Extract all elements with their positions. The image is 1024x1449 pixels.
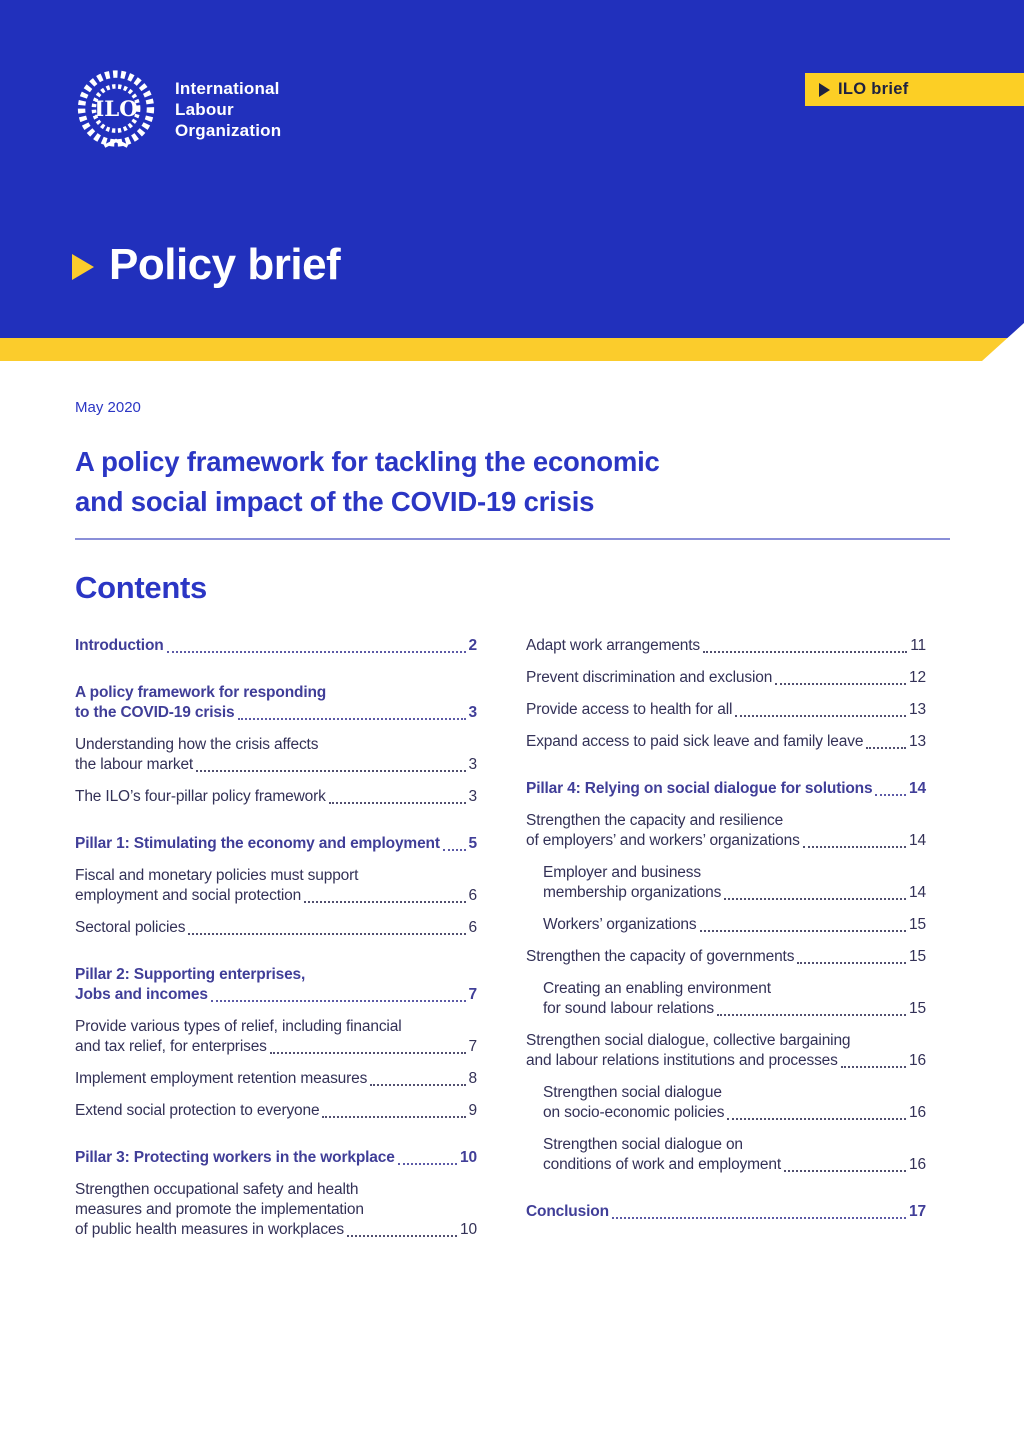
toc-page-number: 3 — [468, 788, 477, 805]
toc-page-number: 5 — [468, 835, 477, 852]
toc-entry-text: Pillar 4: Relying on social dialogue for solutions — [526, 780, 873, 797]
toc-page-number: 15 — [909, 916, 926, 933]
toc-page-number: 7 — [468, 986, 477, 1003]
page-content — [0, 399, 1024, 1252]
toc-entry-text: Pillar 3: Protecting workers in the workplace — [75, 1149, 395, 1166]
toc-entry[interactable] — [75, 787, 477, 807]
toc-entry-text: Creating an enabling environment — [543, 980, 771, 997]
document-title — [75, 442, 950, 522]
toc-leader — [304, 901, 465, 903]
toc-entry[interactable] — [75, 918, 477, 938]
toc-entry[interactable] — [526, 979, 926, 1019]
toc-entry[interactable] — [75, 1101, 477, 1121]
toc-entry[interactable] — [75, 866, 477, 906]
toc-leader — [784, 1170, 906, 1172]
toc-entry-text: of public health measures in workplaces — [75, 1221, 344, 1238]
toc-leader — [347, 1235, 457, 1237]
policy-brief-banner — [72, 240, 340, 290]
toc-page-number: 10 — [460, 1221, 477, 1238]
toc-entry-text: the labour market — [75, 756, 194, 773]
toc-leader — [196, 770, 465, 772]
toc-page-number: 3 — [468, 704, 477, 721]
toc-entry-text: of employers’ and workers’ organizations — [526, 832, 800, 849]
toc-leader — [322, 1116, 465, 1118]
title-divider — [75, 538, 950, 540]
toc-entry-text: Pillar 1: Stimulating the economy and employment — [75, 835, 440, 852]
toc-entry[interactable] — [526, 915, 926, 935]
toc-page-number: 14 — [909, 832, 926, 849]
contents-heading: Contents — [75, 570, 207, 605]
toc-entry[interactable] — [75, 965, 477, 1005]
toc-page-number: 16 — [909, 1052, 926, 1069]
toc-leader — [724, 898, 906, 900]
toc-page-number: 14 — [909, 884, 926, 901]
toc-entry[interactable] — [526, 811, 926, 851]
toc-entry[interactable] — [75, 683, 477, 723]
toc-page-number: 3 — [468, 756, 477, 773]
toc-leader — [775, 683, 906, 685]
header-banner — [0, 0, 1024, 361]
play-arrow-icon — [72, 254, 94, 280]
date-label: May 2020 — [75, 399, 141, 416]
ilo-emblem-icon — [75, 70, 157, 152]
toc-entry-text: Provide access to health for all — [526, 701, 733, 718]
toc-leader — [797, 962, 906, 964]
toc-leader — [717, 1014, 906, 1016]
toc-leader — [188, 933, 465, 935]
toc-leader — [211, 1000, 466, 1002]
toc-entry-text: Workers’ organizations — [543, 916, 697, 933]
toc-entry-text: The ILO’s four-pillar policy framework — [75, 788, 326, 805]
toc-leader — [167, 651, 466, 653]
toc-entry[interactable] — [75, 1180, 477, 1240]
toc-leader — [727, 1118, 906, 1120]
toc-page-number: 7 — [468, 1038, 477, 1055]
document-title-line: and social impact of the COVID-19 crisis — [75, 486, 595, 517]
toc-leader — [443, 849, 466, 851]
toc-column-left — [75, 636, 477, 1252]
toc-entry-text: and tax relief, for enterprises — [75, 1038, 267, 1055]
toc-entry-text: Adapt work arrangements — [526, 637, 701, 654]
toc-entry-text: A policy framework for responding — [75, 684, 327, 701]
toc-entry[interactable] — [526, 732, 926, 752]
toc-page-number: 2 — [468, 637, 477, 654]
toc-page-number: 14 — [909, 780, 926, 797]
toc-page-number: 13 — [909, 701, 926, 718]
toc-entry-text: Employer and business — [543, 864, 701, 881]
toc-entry[interactable] — [526, 779, 926, 799]
toc-entry-text: Strengthen social dialogue, collective bargaining — [526, 1032, 851, 1049]
toc-entry[interactable] — [526, 1031, 926, 1071]
toc-entry-text: Strengthen the capacity of governments — [526, 948, 795, 965]
ilo-brief-badge — [805, 73, 1024, 106]
toc-page-number: 16 — [909, 1156, 926, 1173]
document-title-line: A policy framework for tackling the economic — [75, 446, 660, 477]
toc-entry-text: Expand access to paid sick leave and family leave — [526, 733, 864, 750]
toc-leader — [700, 930, 907, 932]
toc-entry-text: to the COVID-19 crisis — [75, 704, 235, 721]
toc-entry-text: and labour relations institutions and processes — [526, 1052, 838, 1069]
toc-page-number: 13 — [909, 733, 926, 750]
toc-leader — [238, 718, 466, 720]
table-of-contents — [75, 636, 950, 1252]
banner-title-text: Policy brief — [109, 240, 341, 289]
toc-leader — [270, 1052, 466, 1054]
toc-entry[interactable] — [526, 668, 926, 688]
toc-entry-text: Fiscal and monetary policies must support — [75, 867, 359, 884]
toc-entry-text: measures and promote the implementation — [75, 1201, 364, 1218]
toc-entry-text: Provide various types of relief, including financial — [75, 1018, 402, 1035]
badge-label: ILO brief — [838, 80, 909, 98]
toc-entry[interactable] — [526, 636, 926, 656]
toc-leader — [703, 651, 907, 653]
toc-entry[interactable] — [75, 1017, 477, 1057]
toc-entry[interactable] — [526, 700, 926, 720]
toc-entry-text: employment and social protection — [75, 887, 302, 904]
toc-page-number: 8 — [468, 1070, 477, 1087]
toc-leader — [841, 1066, 906, 1068]
toc-leader — [735, 715, 906, 717]
toc-page-number: 15 — [909, 948, 926, 965]
toc-entry[interactable] — [75, 1148, 477, 1168]
toc-page-number: 15 — [909, 1000, 926, 1017]
toc-entry-text: Strengthen occupational safety and health — [75, 1181, 359, 1198]
svg-text:ILO: ILO — [94, 96, 138, 122]
toc-leader — [803, 846, 906, 848]
toc-entry[interactable] — [75, 636, 477, 656]
ilo-logo — [75, 70, 281, 152]
toc-page-number: 6 — [468, 887, 477, 904]
toc-entry[interactable] — [75, 834, 477, 854]
toc-entry[interactable] — [526, 863, 926, 903]
toc-entry-text: membership organizations — [543, 884, 722, 901]
toc-entry-text: on socio-economic policies — [543, 1104, 725, 1121]
toc-page-number: 17 — [909, 1203, 926, 1220]
toc-entry-text: Jobs and incomes — [75, 986, 208, 1003]
toc-page-number: 16 — [909, 1104, 926, 1121]
logo-wordmark: International Labour Organization — [175, 79, 282, 140]
toc-entry-text: conditions of work and employment — [543, 1156, 782, 1173]
toc-leader — [370, 1084, 465, 1086]
toc-entry[interactable] — [75, 1069, 477, 1089]
toc-entry-text: for sound labour relations — [543, 1000, 715, 1017]
toc-entry-text: Implement employment retention measures — [75, 1070, 368, 1087]
toc-entry-text: Strengthen social dialogue — [543, 1084, 722, 1101]
toc-entry[interactable] — [526, 947, 926, 967]
toc-entry[interactable] — [526, 1135, 926, 1175]
play-arrow-icon — [819, 83, 830, 97]
toc-entry-text: Introduction — [75, 637, 164, 654]
toc-entry-text: Prevent discrimination and exclusion — [526, 669, 773, 686]
toc-entry-text: Understanding how the crisis affects — [75, 736, 319, 753]
toc-entry[interactable] — [526, 1083, 926, 1123]
toc-page-number: 6 — [468, 919, 477, 936]
toc-page-number: 9 — [468, 1102, 477, 1119]
toc-column-right — [526, 636, 926, 1252]
toc-entry-text: Strengthen the capacity and resilience — [526, 812, 784, 829]
toc-entry-text: Sectoral policies — [75, 919, 186, 936]
toc-leader — [398, 1163, 457, 1165]
toc-entry[interactable] — [526, 1202, 926, 1222]
toc-leader — [866, 747, 906, 749]
toc-entry-text: Extend social protection to everyone — [75, 1102, 320, 1119]
toc-entry[interactable] — [75, 735, 477, 775]
toc-leader — [329, 802, 466, 804]
yellow-stripe — [0, 338, 1024, 361]
toc-page-number: 11 — [910, 637, 926, 654]
toc-leader — [875, 794, 906, 796]
toc-page-number: 12 — [909, 669, 926, 686]
toc-entry-text: Pillar 2: Supporting enterprises, — [75, 966, 306, 983]
toc-leader — [612, 1217, 906, 1219]
toc-entry-text: Conclusion — [526, 1203, 609, 1220]
toc-entry-text: Strengthen social dialogue on — [543, 1136, 743, 1153]
toc-page-number: 10 — [460, 1149, 477, 1166]
